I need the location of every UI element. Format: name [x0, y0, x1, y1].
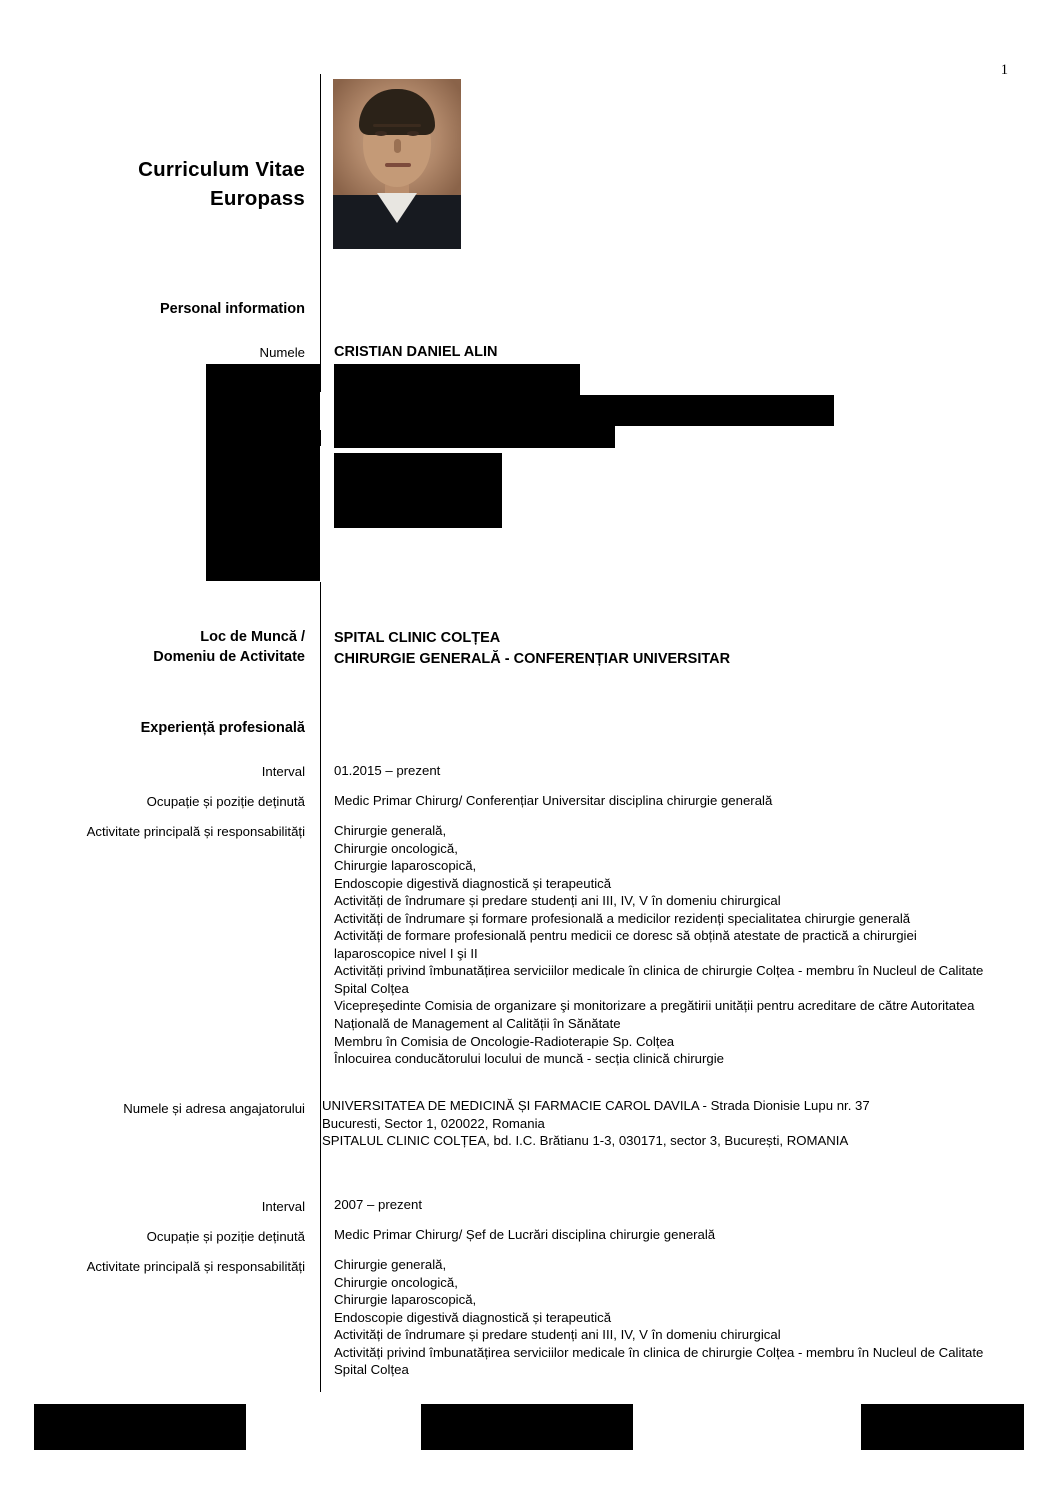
- redaction-contact-line3: [334, 426, 615, 448]
- column-divider-top: [320, 74, 321, 392]
- photo-eye-left: [375, 131, 387, 136]
- activity-line: Endoscopie digestivă diagnostică și terapeutică: [334, 1309, 612, 1325]
- redaction-contact-block: [334, 453, 502, 528]
- activity-line: Chirurgie laparoscopică,: [334, 1292, 477, 1308]
- activity-line: Chirurgie generală,: [334, 1257, 447, 1272]
- section-heading-experience: Experiență profesională: [140, 720, 305, 736]
- redaction-contact-left: [206, 364, 320, 581]
- activity-line: Chirurgie generală,: [334, 823, 447, 838]
- value-position-2: Medic Primar Chirurg/ Șef de Lucrări disciplina chirurgie generală: [334, 1227, 716, 1242]
- redaction-footer-center: [421, 1404, 633, 1450]
- value-employer-1: [322, 1097, 1022, 1150]
- column-divider-middle: [320, 430, 321, 446]
- activity-line: Activități de îndrumare și predare studenți ani III, IV, V în domeniu chirurgical: [334, 1327, 781, 1343]
- redaction-footer-right: [861, 1404, 1024, 1450]
- label-activities-2: Activitate principală și responsabilități: [86, 1259, 305, 1274]
- redaction-contact-line1: [334, 364, 580, 395]
- column-divider-bottom: [320, 582, 321, 1392]
- photo-mouth: [385, 163, 411, 167]
- label-position-1: Ocupație și poziție deținută: [146, 794, 305, 809]
- photo-eye-right: [407, 131, 419, 136]
- activity-line: Activități de îndrumare și predare studenți ani III, IV, V în domeniu chirurgical: [334, 893, 781, 909]
- activity-line: Activități de formare profesională pentru medicii ce doresc să obțină atestate de practică a chirurgiei laparoscopice nivel I şi II: [334, 928, 917, 961]
- label-interval-1: Interval: [261, 764, 305, 779]
- activity-line: Chirurgie oncologică,: [334, 840, 458, 856]
- activity-line: Endoscopie digestivă diagnostică și terapeutică: [334, 875, 612, 891]
- redaction-contact-line2: [334, 395, 834, 426]
- activity-line: Înlocuirea conducătorului locului de muncă - secția clinică chirurgie: [334, 1051, 724, 1067]
- activity-line: Activități de îndrumare și formare profesională a medicilor rezidenți specialitatea chirurgie generală: [334, 910, 911, 926]
- label-workplace-line-1: Loc de Muncă /: [200, 629, 305, 645]
- value-interval-2: 2007 – prezent: [334, 1197, 422, 1212]
- title-line-2: Europass: [209, 187, 305, 211]
- label-workplace: [60, 628, 305, 667]
- label-employer-1: Numele și adresa angajatorului: [123, 1101, 305, 1116]
- value-interval-1: 01.2015 – prezent: [334, 763, 441, 778]
- photo-brow: [373, 124, 421, 127]
- employer-line: Bucuresti, Sector 1, 020022, Romania: [322, 1115, 545, 1131]
- activity-line: Chirurgie oncologică,: [334, 1274, 458, 1290]
- label-workplace-line-2: Domeniu de Activitate: [153, 648, 305, 665]
- employer-line: SPITALUL CLINIC COLȚEA, bd. I.C. Brătianu 1-3, 030171, sector 3, București, ROMANIA: [322, 1133, 849, 1149]
- activity-line: Chirurgie laparoscopică,: [334, 858, 477, 874]
- employer-line: UNIVERSITATEA DE MEDICINĂ ȘI FARMACIE CAROL DAVILA - Strada Dionisie Lupu nr. 37: [322, 1098, 870, 1113]
- activity-line: Activități privind îmbunatățirea serviciilor medicale în clinica de chirurgie Colțea - membru în Nucleul de Calitate Spital Colțea: [334, 963, 984, 996]
- photo-nose: [394, 139, 401, 153]
- value-activities-2: [334, 1256, 999, 1379]
- section-heading-personal-information: Personal information: [159, 301, 305, 317]
- label-interval-2: Interval: [261, 1199, 305, 1214]
- value-workplace-line-2: CHIRURGIE GENERALĂ - CONFERENȚIAR UNIVERSITAR: [334, 650, 731, 667]
- page-title: [60, 155, 305, 213]
- value-activities-1: [334, 822, 999, 1068]
- activity-line: Vicepreşedinte Comisia de organizare şi monitorizare a pregătirii unității pentru acreditare de către Autoritatea Națională de Management al Calității în Sănătate: [334, 998, 975, 1032]
- value-workplace: [334, 628, 730, 669]
- label-name: Numele: [259, 345, 305, 360]
- title-line-1: Curriculum Vitae: [138, 158, 305, 181]
- activity-line: Activități privind îmbunatățirea serviciilor medicale în clinica de chirurgie Colțea - membru în Nucleul de Calitate Spital Colțea: [334, 1344, 984, 1378]
- label-activities-1: Activitate principală și responsabilități: [86, 824, 305, 839]
- value-name: CRISTIAN DANIEL ALIN: [334, 344, 498, 360]
- activity-line: Membru în Comisia de Oncologie-Radioterapie Sp. Colțea: [334, 1033, 675, 1049]
- value-workplace-line-1: SPITAL CLINIC COLȚEA: [334, 630, 501, 646]
- redaction-footer-left: [34, 1404, 246, 1450]
- page-number: 1: [1000, 62, 1008, 78]
- label-position-2: Ocupație și poziție deținută: [146, 1229, 305, 1244]
- portrait-photo: [333, 79, 461, 249]
- value-position-1: Medic Primar Chirurg/ Conferențiar Universitar disciplina chirurgie generală: [334, 793, 773, 808]
